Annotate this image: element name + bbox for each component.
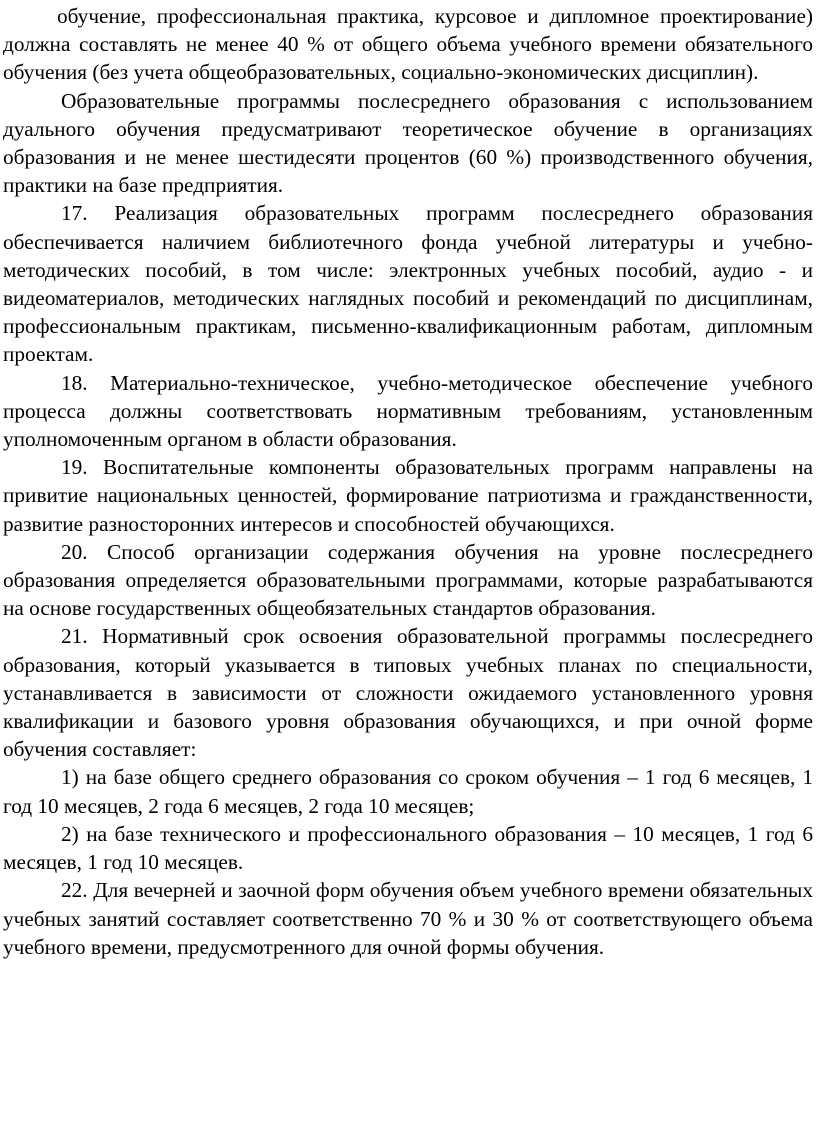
paragraph-19: 19. Воспитательные компоненты образовательных программ направлены на привитие национальных ценностей, формирование патриотизма и гражданственности, развитие разносторонних интересов и способностей обучающихся. — [3, 455, 813, 536]
paragraph-17: 17. Реализация образовательных программ послесреднего образования обеспечивается наличием библиотечного фонда учебной литературы и учебно-методических пособий, в том числе: электронных учебных пособий, аудио - и видеоматериалов, методических наглядных пособий и рекомендаций по дисциплинам, профессиональным практикам, письменно-квалификационным работам, дипломным проектам. — [3, 201, 813, 367]
paragraph-21: 21. Нормативный срок освоения образовательной программы послесреднего образования, который указывается в типовых учебных планах по специальности, устанавливается в зависимости от сложности ожидаемого установленного уровня квалификации и базового уровня образования обучающихся, и при очной форме обучения составляет: — [3, 624, 813, 762]
paragraph-21-item-1: 1) на базе общего среднего образования со сроком обучения – 1 год 6 месяцев, 1 год 10 месяцев, 2 года 6 месяцев, 2 года 10 месяцев; — [3, 765, 813, 818]
paragraph-continuation: обучение, профессиональная практика, курсовое и дипломное проектирование) должна составлять не менее 40 % от общего объема учебного времени обязательного обучения (без учета общеобразовательных, социально-экономических дисциплин). — [3, 4, 813, 85]
paragraph-18: 18. Материально-техническое, учебно-методическое обеспечение учебного процесса должны соответствовать нормативным требованиям, установленным уполномоченным органом в области образования. — [3, 370, 813, 452]
paragraph-dual-training: Образовательные программы послесреднего образования с использованием дуального обучения предусматривают теоретическое обучение в организациях образования и не менее шестидесяти процентов (60 %) производственного обучения, практики на базе предприятия. — [3, 88, 813, 198]
paragraph-22: 22. Для вечерней и заочной форм обучения объем учебного времени обязательных учебных занятий составляет соответственно 70 % и 30 % от соответствующего объема учебного времени, предусмотренного для очной формы обучения. — [3, 878, 813, 959]
paragraph-21-item-2: 2) на базе технического и профессионального образования – 10 месяцев, 1 год 6 месяцев, 1 год 10 месяцев. — [3, 821, 813, 875]
paragraph-20: 20. Способ организации содержания обучения на уровне послесреднего образования определяется образовательными программами, которые разрабатываются на основе государственных общеобязательных стандартов образования. — [3, 539, 813, 621]
